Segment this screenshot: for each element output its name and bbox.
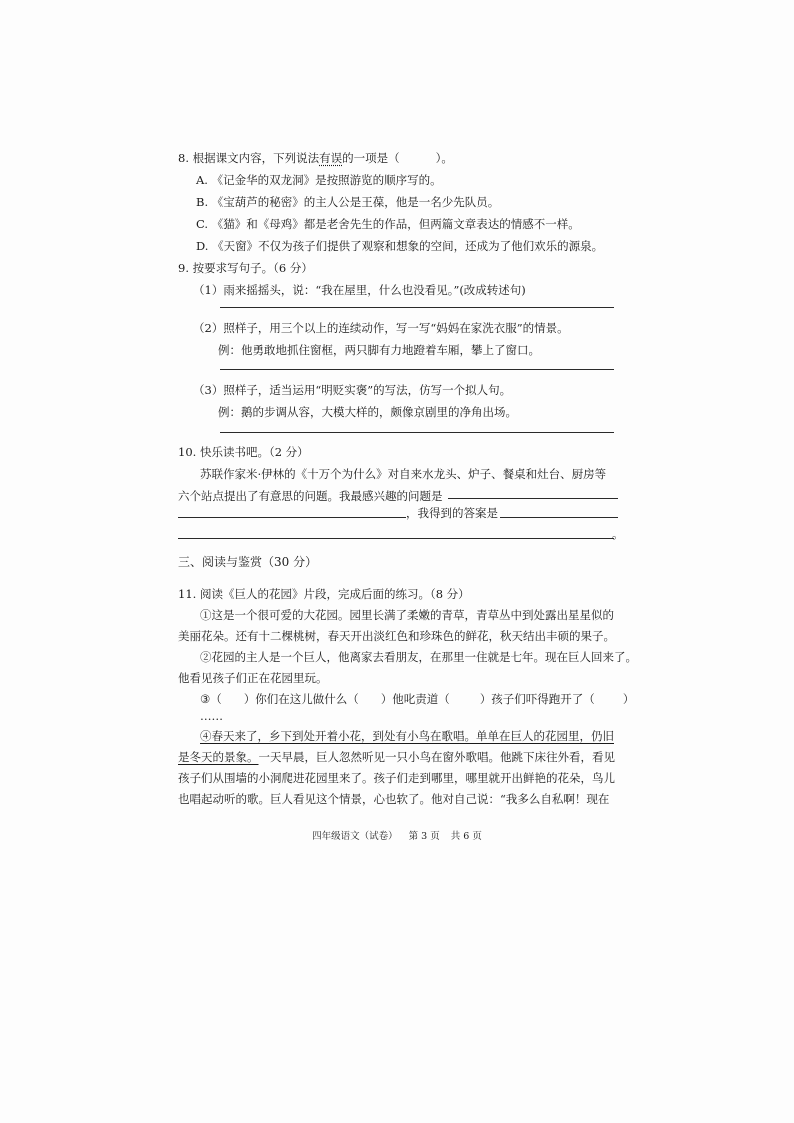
q8-option-b: B. 《宝葫芦的秘密》的主人公是王葆，他是一名少先队员。 — [196, 195, 500, 209]
q10-stem: 10. 快乐读书吧。（2 分） — [178, 445, 309, 459]
section3-title: 三、阅读与鉴赏（30 分） — [178, 555, 318, 569]
q9-sub3-answer-line[interactable] — [220, 432, 614, 433]
q11-p4-line4: 也唱起动听的歌。巨人看见这个情景，心也软了。他对自己说：“我多么自私啊！现在 — [178, 792, 610, 806]
q10-answer-blank-1[interactable] — [500, 517, 618, 518]
q11-p4-line3: 孩子们从围墙的小洞爬进花园里来了。孩子们走到哪里，哪里就开出鲜艳的花朵，鸟儿 — [178, 771, 615, 785]
q11-p1-line2: 美丽花朵。还有十二棵桃树，春天开出淡红色和珍珠色的鲜花，秋天结出丰硕的果子。 — [178, 629, 615, 643]
q8-option-d: D. 《天窗》不仅为孩子们提供了观察和想象的空间，还成为了他们欢乐的源泉。 — [196, 239, 604, 253]
q10-line3: ，我得到的答案是 — [406, 506, 498, 520]
q10-period: 。 — [612, 527, 624, 541]
footer-page-number: 第 3 页 — [408, 831, 440, 842]
footer-total-pages: 共 6 页 — [450, 831, 482, 842]
q9-sub1-answer-line[interactable] — [220, 307, 614, 308]
q10-line1: 苏联作家米·伊林的《十万个为什么》对自来水龙头、炉子、餐桌和灶台、厨房等 — [200, 467, 607, 481]
q11-p1-line1: ①这是一个很可爱的大花园。园里长满了柔嫩的青草，青草丛中到处露出星星似的 — [200, 608, 614, 622]
q9-stem: 9. 按要求写句子。（6 分） — [178, 261, 313, 275]
q11-p4-underlined-1: ④春天来了，乡下到处开着小花，到处有小鸟在歌唱。单单在巨人的花园里，仍旧 — [200, 729, 614, 743]
q9-sub1: （1）雨来摇摇头，说：“我在屋里，什么也没看见。”(改成转述句) — [193, 283, 526, 297]
q11-p2-line1: ②花园的主人是一个巨人，他离家去看朋友，在那里一住就是七年。现在巨人回来了。 — [200, 650, 637, 664]
q8-option-a: A. 《记金华的双龙洞》是按照游览的顺序写的。 — [196, 173, 442, 187]
q8-stem-text: 8. 根据课文内容，下列说法 — [178, 151, 320, 165]
q11-p3-paren-1-open: ③（ — [200, 692, 222, 706]
q9-sub3: （3）照样子，适当运用“明贬实褒”的写法，仿写一个拟人句。 — [193, 383, 512, 397]
q11-p3-paren-close: ） — [622, 692, 635, 706]
q8-stem-paren-close: ）。 — [435, 151, 453, 165]
q11-p3-punctuation-line — [200, 691, 634, 707]
q11-p4-line2 — [178, 749, 615, 765]
q9-sub2: （2）照样子，用三个以上的连续动作，写一写“妈妈在家洗衣服”的情景。 — [193, 321, 569, 335]
q9-sub2-answer-line[interactable] — [220, 369, 614, 370]
q8-option-c: C. 《猫》和《母鸡》都是老舍先生的作品，但两篇文章表达的情感不一样。 — [196, 217, 580, 231]
q8-stem-emphasis: 有误 — [319, 151, 343, 165]
q10-answer-blank-2[interactable] — [178, 538, 614, 539]
q11-p3-text-2: ）他叱责道（ — [380, 692, 450, 706]
footer-subject: 四年级语文（试卷） — [312, 831, 398, 842]
q11-p4-underlined-2: 是冬天的景象。 — [178, 750, 259, 764]
q11-ellipsis: …… — [200, 709, 223, 723]
page-footer — [0, 828, 794, 842]
q11-p3-text-3: ）孩子们吓得跑开了（ — [479, 692, 595, 706]
q11-p3-text-1: ）你们在这儿做什么（ — [243, 692, 359, 706]
q10-interest-blank-1[interactable] — [448, 498, 618, 499]
q11-p4-line2-rest: 一天早晨，巨人忽然听见一只小鸟在窗外歌唱。他跳下床往外看，看见 — [258, 750, 615, 764]
q11-p2-line2: 他看见孩子们正在花园里玩。 — [178, 671, 328, 685]
q9-sub2-example: 例：他勇敢地抓住窗框，两只脚有力地蹬着车厢，攀上了窗口。 — [218, 343, 540, 357]
q10-interest-blank-2[interactable] — [178, 517, 406, 518]
q8-stem — [178, 150, 453, 166]
q11-p4-line1 — [200, 728, 614, 744]
q8-stem-paren-open: 的一项是（ — [342, 151, 400, 165]
q11-stem: 11. 阅读《巨人的花园》片段，完成后面的练习。（8 分） — [178, 587, 470, 601]
q10-line2: 六个站点提出了有意思的问题。我最感兴趣的问题是 — [178, 489, 443, 503]
q9-sub3-example: 例：鹅的步调从容，大模大样的，颇像京剧里的净角出场。 — [218, 405, 517, 419]
